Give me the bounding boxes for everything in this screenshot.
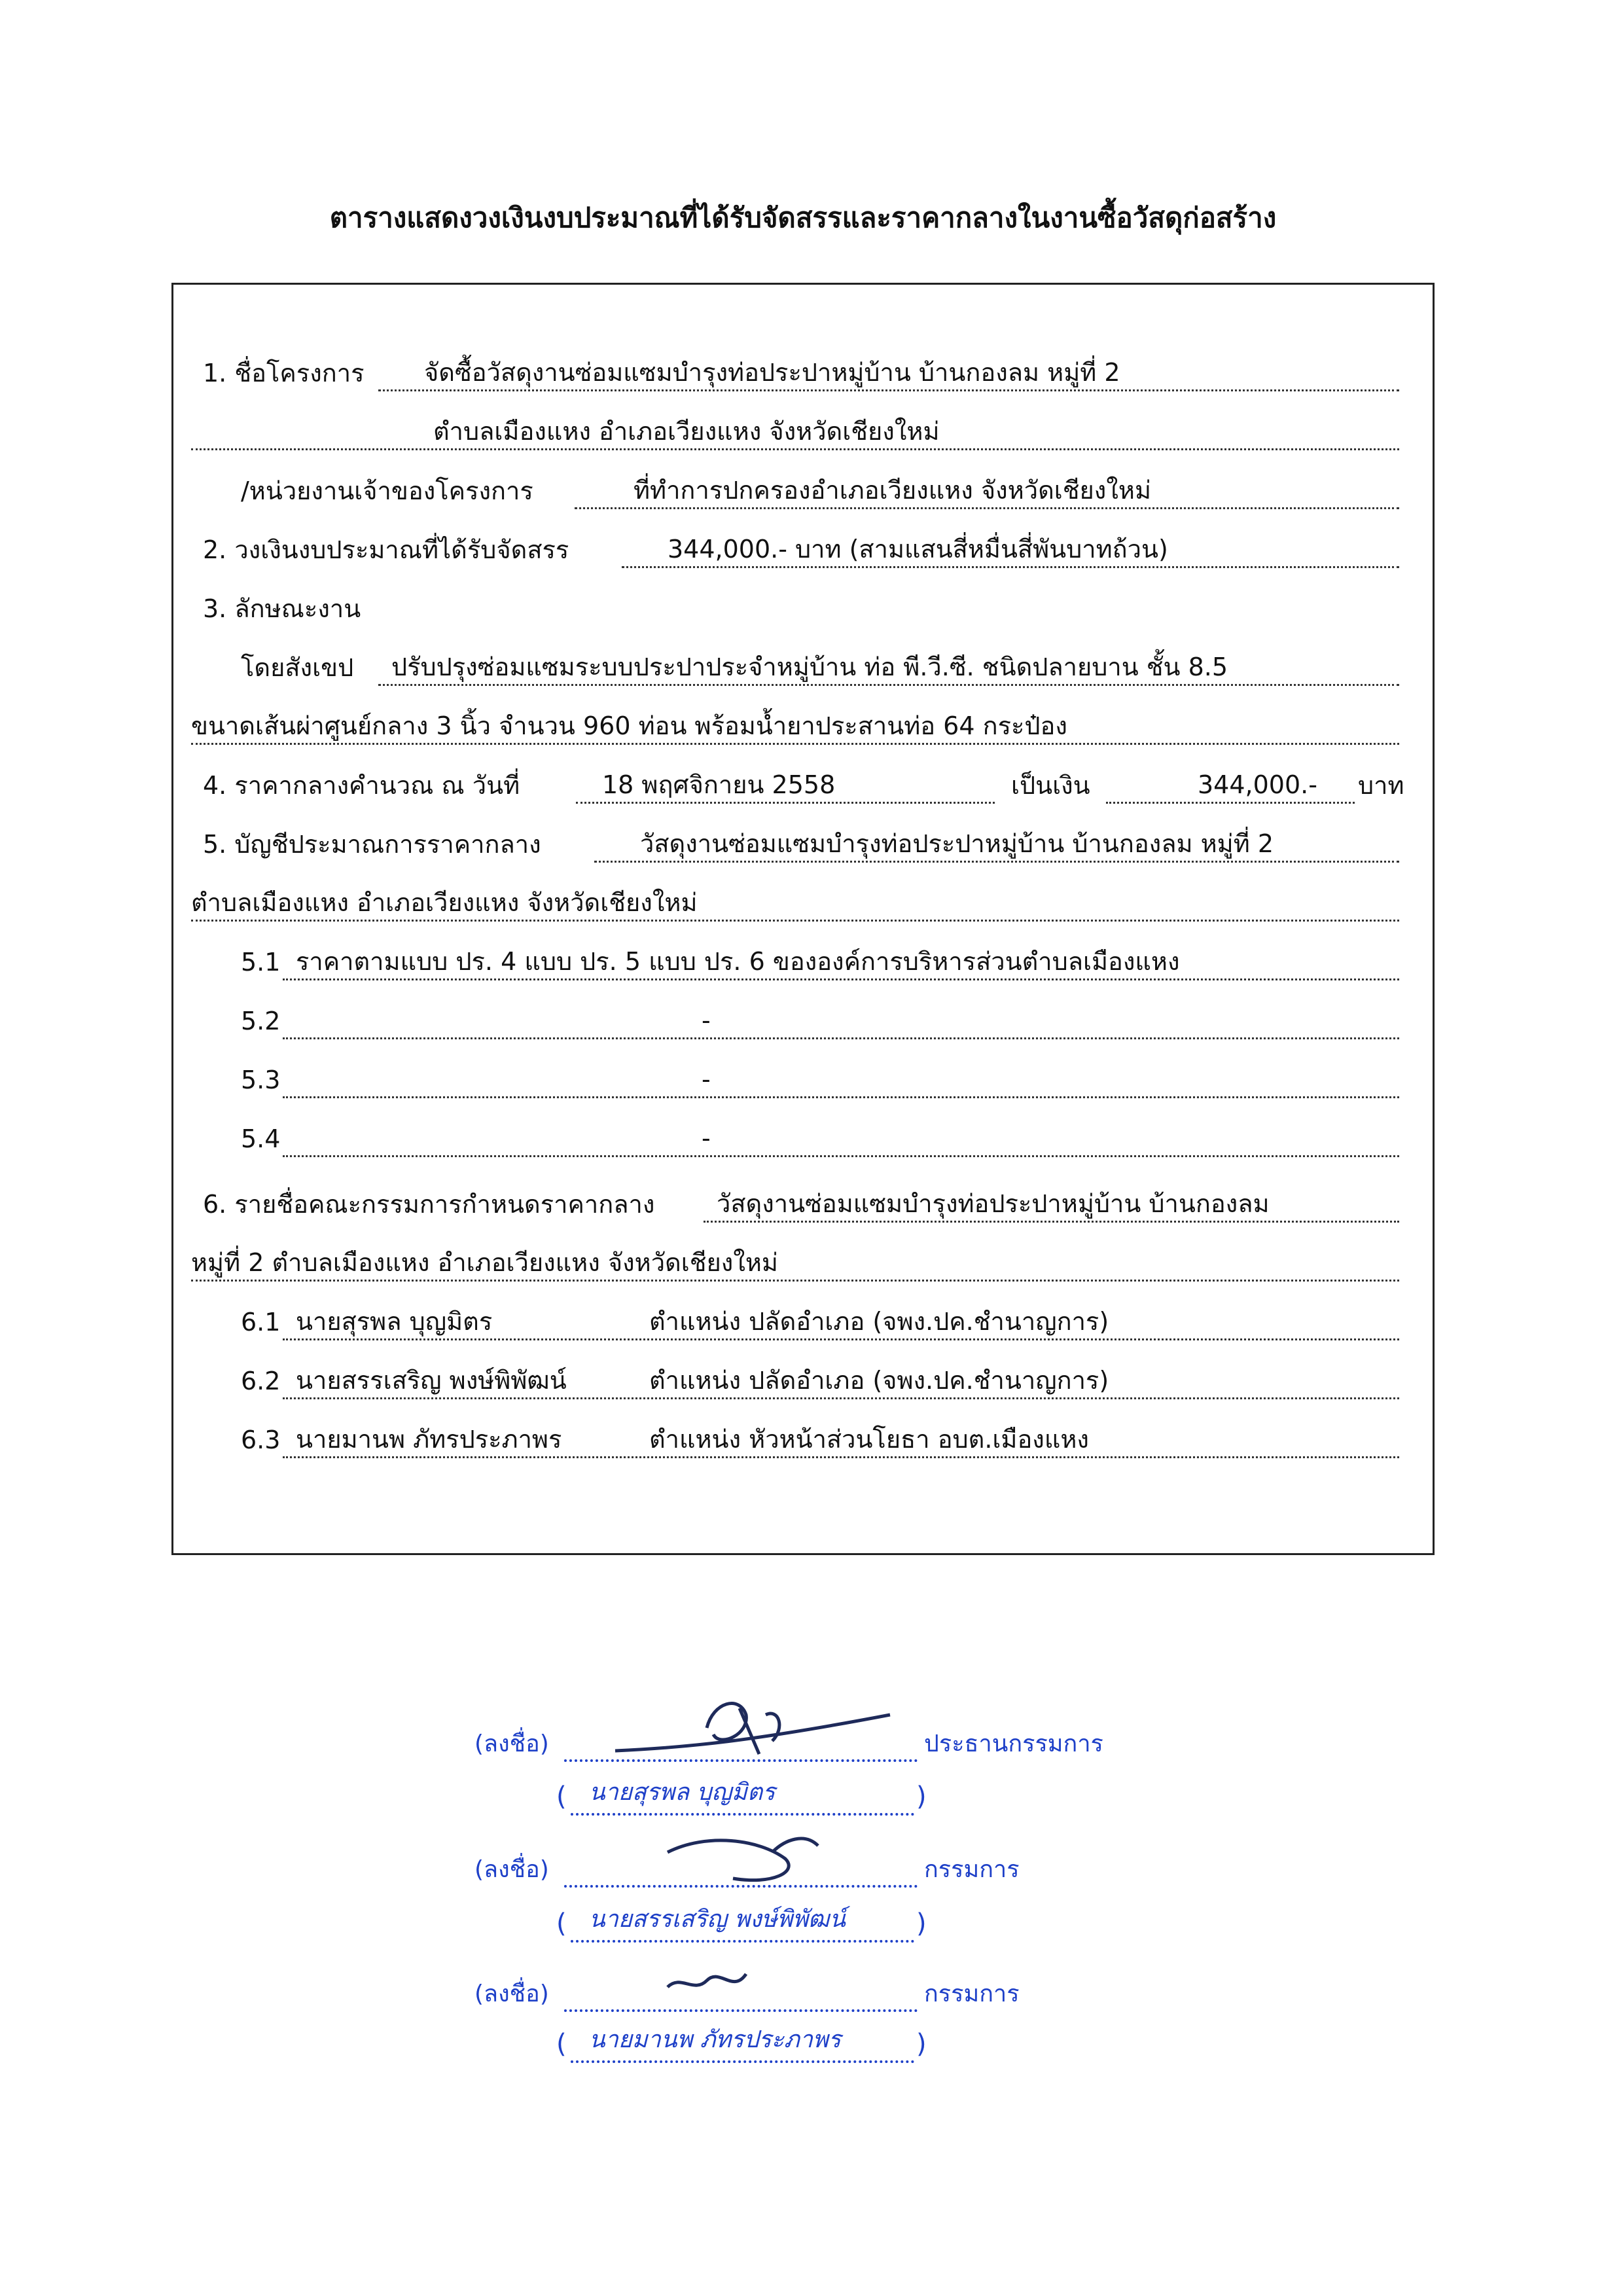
handwritten-signature-icon [654, 1826, 825, 1892]
printed-name-line [571, 1939, 914, 1943]
item2-label: 2. วงเงินงบประมาณที่ได้รับจัดสรร [203, 535, 569, 564]
printed-name-line [571, 1812, 914, 1816]
close-paren: ) [916, 2029, 927, 2059]
sign-label: (ลงชื่อ) [474, 1731, 549, 1757]
summary-label: โดยสังเขป [241, 653, 354, 682]
member-position: ตำแหน่ง หัวหน้าส่วนโยธา อบต.เมืองแหง [649, 1425, 1089, 1454]
member-number: 6.2 [241, 1367, 281, 1395]
printed-name: นายสุรพล บุญมิตร [589, 1779, 776, 1806]
member-row [283, 1420, 1399, 1458]
calc-date-value: 18 พฤศจิกายน 2558 [576, 766, 995, 804]
handwritten-signature-icon [661, 1961, 753, 2007]
sub-item-number: 5.1 [241, 948, 281, 977]
owner-agency-value: ที่ทำการปกครองอำเภอเวียงแหง จังหวัดเชียงใหม่ [575, 471, 1399, 509]
sub-item-value: - [283, 1001, 1399, 1039]
handwritten-signature-icon [609, 1689, 897, 1774]
item3-label: 3. ลักษณะงาน [203, 594, 361, 623]
item4-label: 4. ราคากลางคำนวณ ณ วันที่ [203, 771, 520, 800]
sub-item-number: 5.4 [241, 1124, 281, 1153]
printed-name: นายสรรเสริญ พงษ์พิพัฒน์ [589, 1906, 846, 1933]
member-name: นายมานพ ภัทรประภาพร [296, 1425, 562, 1454]
amount-unit: บาท [1358, 771, 1404, 800]
role-label: ประธานกรรมการ [924, 1731, 1103, 1757]
signature-line [564, 2008, 918, 2012]
item6-label: 6. รายชื่อคณะกรรมการกำหนดราคากลาง [203, 1190, 655, 1219]
member-name: นายสุรพล บุญมิตร [296, 1307, 493, 1336]
owner-agency-label: /หน่วยงานเจ้าของโครงการ [241, 476, 533, 505]
member-row [283, 1361, 1399, 1399]
sign-label: (ลงชื่อ) [474, 1981, 549, 2007]
member-position: ตำแหน่ง ปลัดอำเภอ (จพง.ปค.ชำนาญการ) [649, 1366, 1109, 1395]
sign-label: (ลงชื่อ) [474, 1856, 549, 1883]
role-label: กรรมการ [924, 1856, 1020, 1883]
open-paren: ( [556, 2029, 567, 2059]
estimate-line2: ตำบลเมืองแหง อำเภอเวียงแหง จังหวัดเชียงใหม่ [191, 884, 1399, 922]
item5-label: 5. บัญชีประมาณการราคากลาง [203, 830, 541, 859]
role-label: กรรมการ [924, 1981, 1020, 2007]
sub-item-number: 5.3 [241, 1066, 281, 1094]
printed-name-line [571, 2059, 914, 2063]
project-name-line1: จัดซื้อวัสดุงานซ่อมแซมบำรุงท่อประปาหมู่บ้าน บ้านกองลม หมู่ที่ 2 [378, 353, 1399, 391]
close-paren: ) [916, 1909, 927, 1939]
open-paren: ( [556, 1909, 567, 1939]
printed-name: นายมานพ ภัทรประภาพร [589, 2026, 841, 2053]
sub-item-number: 5.2 [241, 1007, 281, 1035]
member-number: 6.1 [241, 1308, 281, 1336]
sub-item-value: ราคาตามแบบ ปร. 4 แบบ ปร. 5 แบบ ปร. 6 ขององค์การบริหารส่วนตำบลเมืองแหง [283, 942, 1399, 980]
committee-scope-line2: หมู่ที่ 2 ตำบลเมืองแหง อำเภอเวียงแหง จังหวัดเชียงใหม่ [191, 1244, 1399, 1282]
sub-item-value: - [283, 1060, 1399, 1098]
committee-scope-line1: วัสดุงานซ่อมแซมบำรุงท่อประปาหมู่บ้าน บ้านกองลม [704, 1185, 1399, 1223]
sub-item-value: - [283, 1119, 1399, 1157]
member-row [283, 1302, 1399, 1340]
project-name-line2: ตำบลเมืองแหง อำเภอเวียงแหง จังหวัดเชียงใหม่ [191, 412, 1399, 450]
median-price-value: 344,000.- [1106, 766, 1355, 804]
member-position: ตำแหน่ง ปลัดอำเภอ (จพง.ปค.ชำนาญการ) [649, 1307, 1109, 1336]
work-summary-line1: ปรับปรุงซ่อมแซมระบบประปาประจำหมู่บ้าน ท่อ พี.วี.ซี. ชนิดปลายบาน ชั้น 8.5 [378, 648, 1399, 686]
member-name: นายสรรเสริญ พงษ์พิพัฒน์ [296, 1366, 567, 1395]
close-paren: ) [916, 1782, 927, 1812]
open-paren: ( [556, 1782, 567, 1812]
item1-label: 1. ชื่อโครงการ [203, 359, 365, 387]
document-title: ตารางแสดงวงเงินงบประมาณที่ได้รับจัดสรรและราคากลางในงานซื้อวัสดุก่อสร้าง [329, 202, 1277, 234]
member-number: 6.3 [241, 1426, 281, 1454]
budget-amount-value: 344,000.- บาท (สามแสนสี่หมื่นสี่พันบาทถ้วน) [622, 530, 1399, 568]
amount-label: เป็นเงิน [1011, 771, 1090, 800]
estimate-line1: วัสดุงานซ่อมแซมบำรุงท่อประปาหมู่บ้าน บ้านกองลม หมู่ที่ 2 [594, 825, 1399, 863]
work-summary-line2: ขนาดเส้นผ่าศูนย์กลาง 3 นิ้ว จำนวน 960 ท่อน พร้อมน้ำยาประสานท่อ 64 กระป๋อง [191, 707, 1399, 745]
